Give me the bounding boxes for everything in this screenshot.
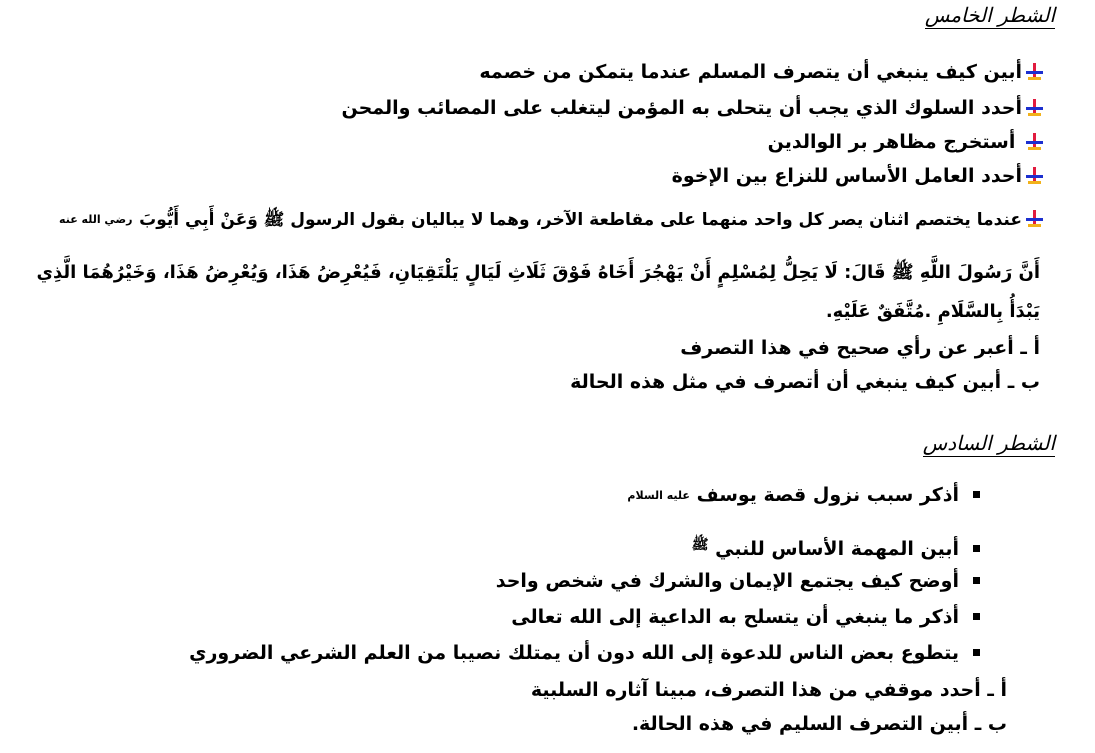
question-text: أبين كيف ينبغي أن يتصرف المسلم عندما يتمكن من خصمه	[479, 61, 1022, 83]
list-item-text: أوضح كيف يجتمع الإيمان والشرك في شخص واحد	[495, 570, 959, 592]
square-bullet-icon	[973, 649, 980, 656]
list-item-text: أذكر سبب نزول قصة يوسف	[696, 484, 959, 506]
honorific-glyph: ﷺ	[691, 537, 709, 553]
square-bullet-icon	[973, 577, 980, 584]
sub-question: ب ـ أبين التصرف السليم في هذه الحالة.	[631, 713, 1007, 735]
square-bullet-icon	[973, 545, 980, 552]
pin-marker-icon	[1025, 99, 1043, 117]
hadith-line: يَبْدَأُ بِالسَّلَامِ .مُتَّفَقٌ عَلَيْهِ.	[825, 301, 1040, 322]
sub-question: ب ـ أبين كيف ينبغي أن أتصرف في مثل هذه الحالة	[570, 371, 1040, 393]
pin-marker-icon	[1025, 63, 1043, 81]
square-bullet-icon	[973, 613, 980, 620]
pin-marker-icon	[1025, 210, 1043, 228]
sub-question: أ ـ أعبر عن رأي صحيح في هذا التصرف	[680, 337, 1040, 359]
section5-title: الشطر الخامس	[924, 3, 1055, 27]
list-item-text: يتطوع بعض الناس للدعوة إلى الله دون أن يمتلك نصيبا من العلم الشرعي الضروري	[189, 642, 959, 664]
list-item	[0, 603, 1095, 631]
question-item	[0, 128, 1095, 156]
question-item	[0, 205, 1095, 234]
question-text: أحدد العامل الأساس للنزاع بين الإخوة	[671, 165, 1022, 187]
question-item	[0, 162, 1095, 190]
question-item	[0, 94, 1095, 122]
hadith-line: أَنَّ رَسُولَ اللَّهِ ﷺ قَالَ: لَا يَحِلُّ لِمُسْلِمٍ أَنْ يَهْجُرَ أَخَاهُ فَوْقَ ثَلَاثِ لَيَالٍ يَلْتَقِيَانِ، فَيُعْرِضُ هَذَا، وَيُعْرِضُ هَذَا، وَخَيْرُهُمَا الَّذِي	[36, 262, 1040, 283]
pin-marker-icon	[1025, 133, 1043, 151]
list-item	[0, 639, 1095, 667]
question-text: أستخرج مظاهر بر الوالدين	[767, 131, 1022, 153]
question-item	[0, 58, 1095, 86]
list-item	[0, 481, 1095, 510]
question-text: أحدد السلوك الذي يجب أن يتحلى به المؤمن ليتغلب على المصائب والمحن	[341, 97, 1022, 119]
list-item-text: أذكر ما ينبغي أن يتسلح به الداعية إلى الله تعالى	[511, 606, 959, 628]
question-text: عندما يختصم اثنان يصر كل واحد منهما على مقاطعة الآخر، وهما لا يباليان بقول الرسول ﷺ وَعَنْ أَبِي أَيُّوبَ	[139, 210, 1022, 230]
section6-title: الشطر السادس	[922, 431, 1055, 455]
pin-marker-icon	[1025, 167, 1043, 185]
square-bullet-icon	[973, 491, 980, 498]
list-item-text: أبين المهمة الأساس للنبي	[715, 538, 959, 560]
list-item	[0, 567, 1095, 595]
radiya-note: رضي الله عنه	[59, 213, 133, 226]
list-item	[0, 531, 1095, 563]
alayhi-note: عليه السلام	[627, 489, 690, 502]
sub-question: أ ـ أحدد موقفي من هذا التصرف، مبينا آثاره السلبية	[530, 679, 1007, 701]
